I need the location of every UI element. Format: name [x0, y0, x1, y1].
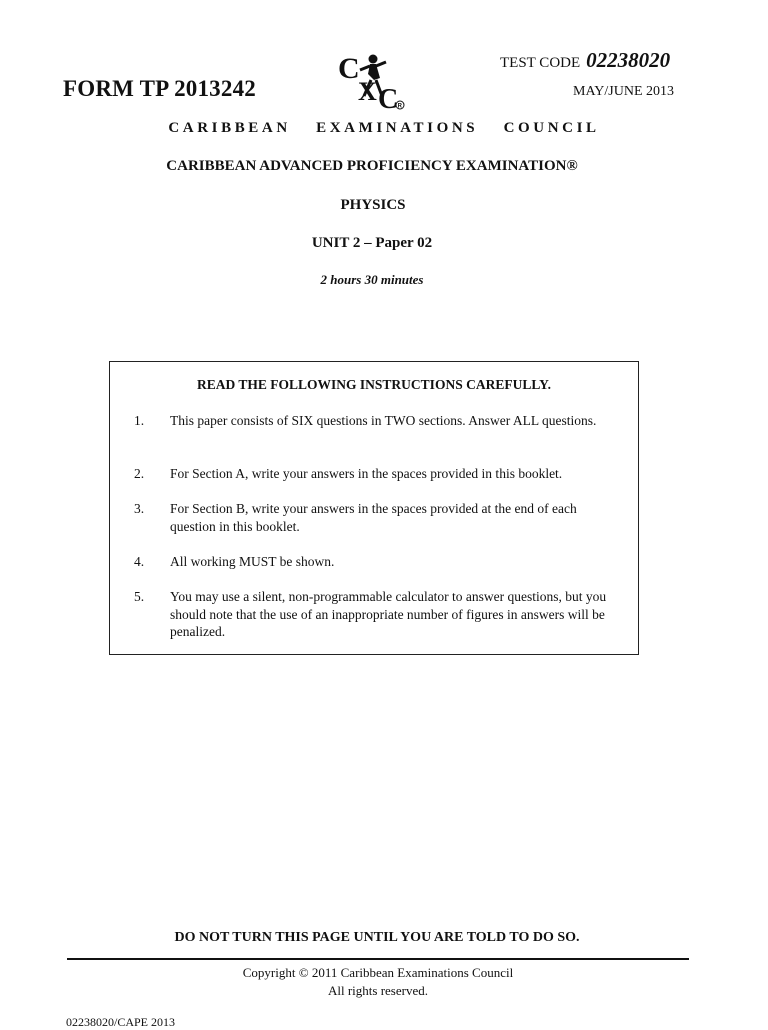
- instructions-box: [109, 361, 639, 655]
- do-not-turn-warning: DO NOT TURN THIS PAGE UNTIL YOU ARE TOLD TO DO SO.: [174, 930, 580, 945]
- instruction-number: 5.: [134, 589, 145, 604]
- svg-text:C: C: [378, 84, 399, 112]
- copyright-notice: Copyright © 2011 Caribbean Examinations Council: [242, 965, 514, 980]
- form-number: FORM TP 2013242: [63, 76, 256, 101]
- test-code: [500, 48, 670, 73]
- instruction-number: 3.: [134, 501, 145, 516]
- rights-notice: All rights reserved.: [327, 983, 428, 998]
- exam-name: CARIBBEAN ADVANCED PROFICIENCY EXAMINATION®: [166, 158, 578, 174]
- exam-sitting: MAY/JUNE 2013: [573, 84, 674, 99]
- cxc-logo-icon: [334, 50, 410, 112]
- test-code-value: 02238020: [586, 48, 671, 72]
- instructions-heading: READ THE FOLLOWING INSTRUCTIONS CAREFULLY.: [197, 377, 551, 392]
- council-name: CARIBBEAN EXAMINATIONS COUNCIL: [168, 120, 600, 136]
- instruction-text: All working MUST be shown.: [170, 554, 335, 569]
- instruction-text: For Section A, write your answers in the spaces provided in this booklet.: [170, 466, 563, 481]
- instruction-text: This paper consists of SIX questions in TWO sections. Answer ALL questions.: [170, 413, 597, 428]
- instruction-number: 4.: [134, 554, 145, 569]
- footer-code: 02238020/CAPE 2013: [66, 1015, 176, 1029]
- svg-text:C: C: [338, 52, 360, 85]
- unit-paper: UNIT 2 – Paper 02: [311, 235, 433, 251]
- instruction-number: 1.: [134, 413, 145, 428]
- svg-text:X: X: [358, 77, 377, 106]
- subject-title: PHYSICS: [340, 197, 406, 213]
- instruction-number: 2.: [134, 466, 145, 481]
- exam-duration: 2 hours 30 minutes: [320, 272, 424, 287]
- test-code-label: TEST CODE: [500, 55, 581, 71]
- svg-text:R: R: [397, 103, 402, 110]
- instruction-text: For Section B, write your answers in the spaces provided at the end of each question in this booklet.: [170, 501, 577, 534]
- footer-divider: [67, 958, 689, 960]
- instruction-text: You may use a silent, non-programmable calculator to answer questions, but you should note that the use of an inappropriate number of figures in answers will be penalized.: [170, 589, 607, 639]
